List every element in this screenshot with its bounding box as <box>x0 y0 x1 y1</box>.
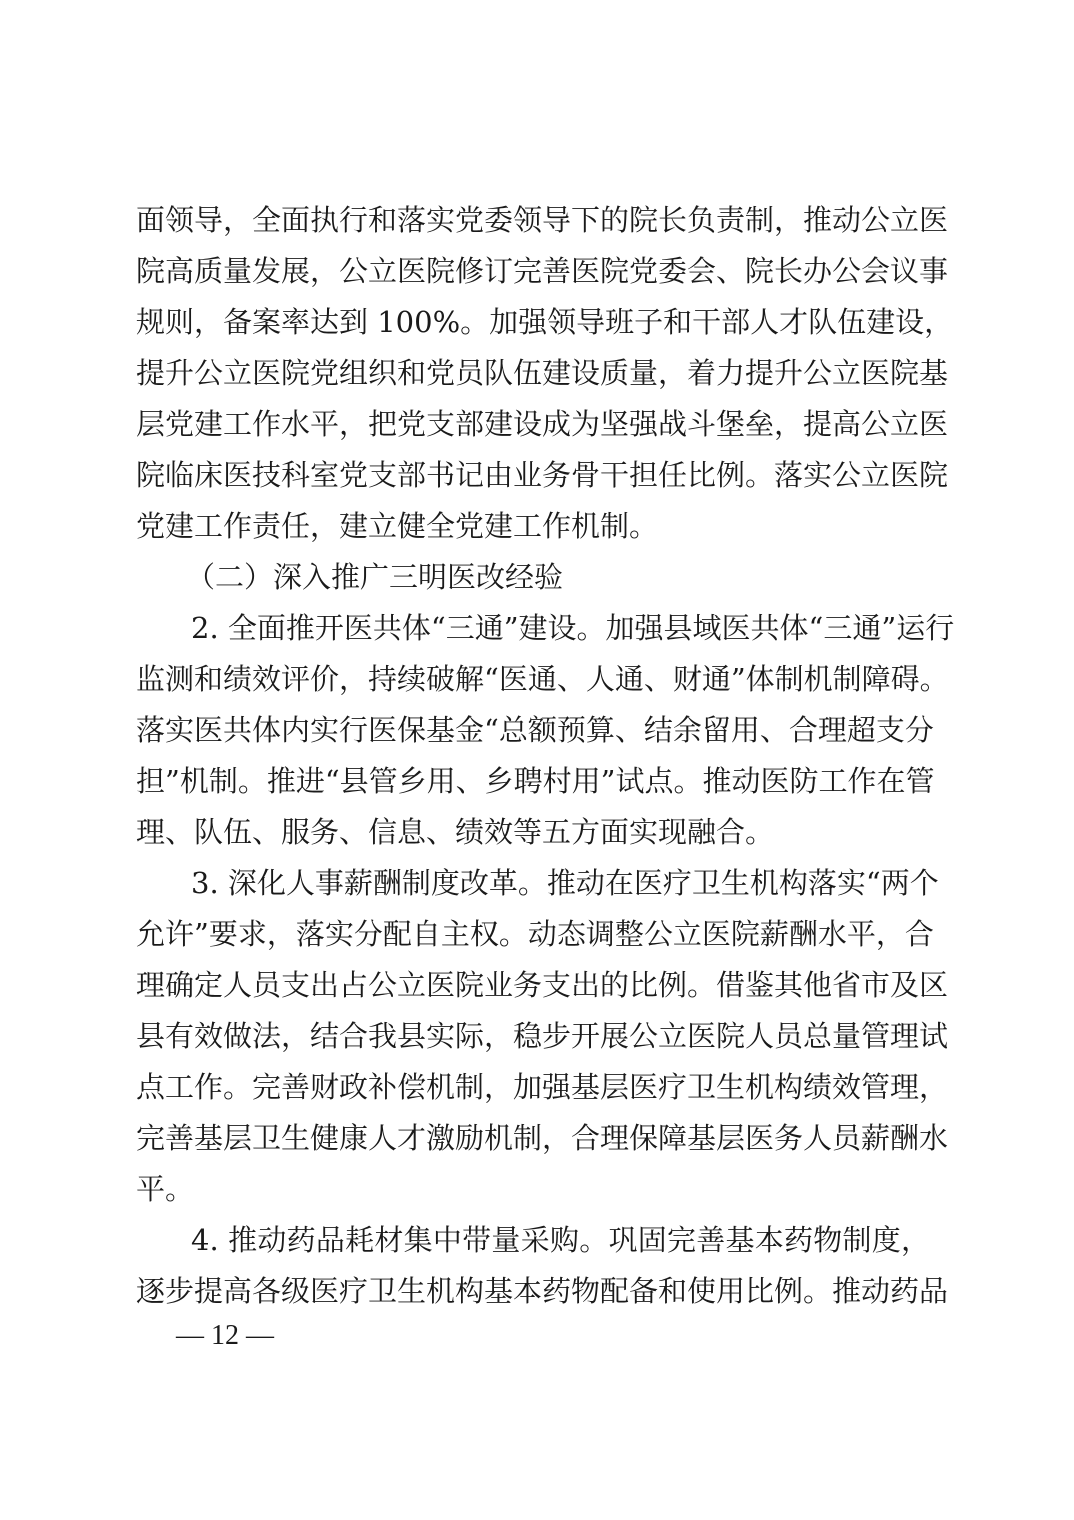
text-line: 3. 深化人事薪酬制度改革。推动在医疗卫生机构落实“两个 <box>191 866 939 900</box>
page-number: — 12 — <box>176 1320 274 1351</box>
text-line: 理、队伍、服务、信息、绩效等五方面实现融合。 <box>136 815 775 849</box>
text-line: 规则，备案率达到 100%。加强领导班子和干部人才队伍建设， <box>136 305 954 339</box>
text-line: 4. 推动药品耗材集中带量采购。巩固完善基本药物制度， <box>191 1223 930 1257</box>
text-line: 层党建工作水平，把党支部建设成为坚强战斗堡垒，提高公立医 <box>136 407 949 441</box>
text-line: 允许”要求，落实分配自主权。动态调整公立医院薪酬水平，合 <box>136 917 934 951</box>
text-line: 平。 <box>136 1172 195 1206</box>
text-line: 逐步提高各级医疗卫生机构基本药物配备和使用比例。推动药品 <box>136 1274 949 1308</box>
text-line: 2. 全面推开医共体“三通”建设。加强县域医共体“三通”运行 <box>191 611 955 645</box>
text-line: 县有效做法，结合我县实际，稳步开展公立医院人员总量管理试 <box>136 1019 949 1053</box>
text-line: 监测和绩效评价，持续破解“医通、人通、财通”体制机制障碍。 <box>136 662 949 696</box>
text-line: 院临床医技科室党支部书记由业务骨干担任比例。落实公立医院 <box>136 458 949 492</box>
text-line: 面领导，全面执行和落实党委领导下的院长负责制，推动公立医 <box>136 203 949 237</box>
section-heading: （二）深入推广三明医改经验 <box>186 560 564 594</box>
text-line: 落实医共体内实行医保基金“总额预算、结余留用、合理超支分 <box>136 713 934 747</box>
text-line: 完善基层卫生健康人才激励机制，合理保障基层医务人员薪酬水 <box>136 1121 949 1155</box>
text-line: 院高质量发展，公立医院修订完善医院党委会、院长办公会议事 <box>136 254 949 288</box>
text-line: 担”机制。推进“县管乡用、乡聘村用”试点。推动医防工作在管 <box>136 764 935 798</box>
text-line: 点工作。完善财政补偿机制，加强基层医疗卫生机构绩效管理， <box>136 1070 949 1104</box>
text-line: 提升公立医院党组织和党员队伍建设质量，着力提升公立医院基 <box>136 356 949 390</box>
text-line: 理确定人员支出占公立医院业务支出的比例。借鉴其他省市及区 <box>136 968 949 1002</box>
text-line: 党建工作责任，建立健全党建工作机制。 <box>136 509 659 543</box>
